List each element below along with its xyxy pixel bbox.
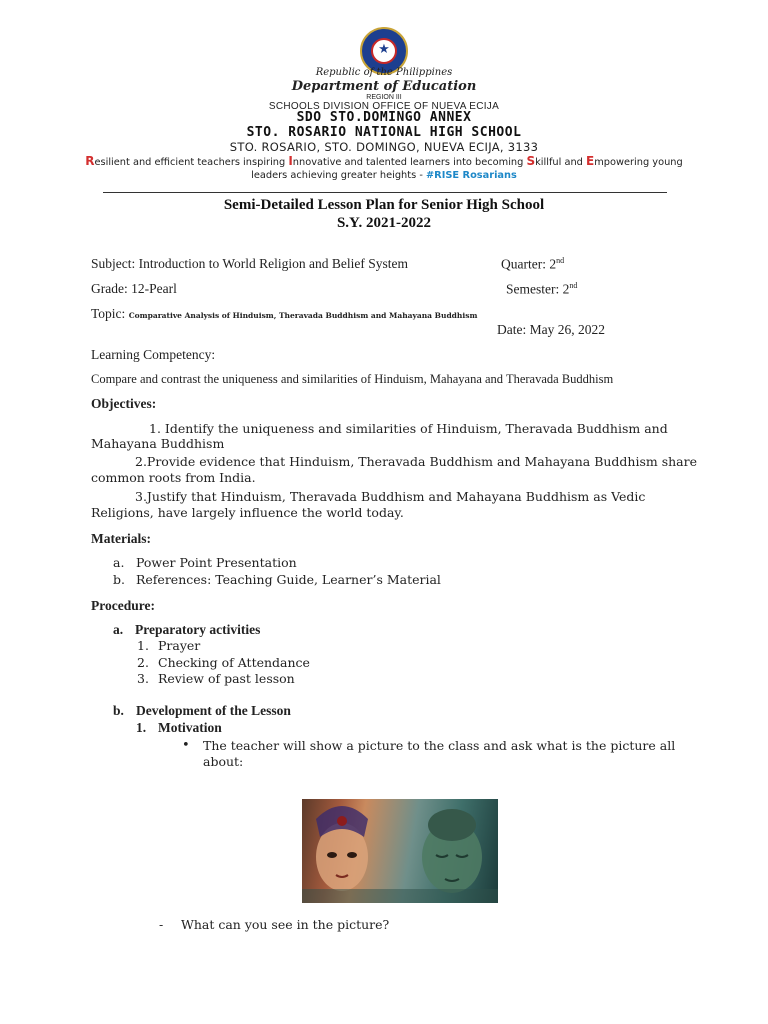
hashtag: #RISE Rosarians	[425, 170, 517, 181]
list-marker: b.	[113, 703, 124, 718]
star-icon: ★	[378, 42, 390, 57]
objective-item: 2.Provide evidence that Hinduism, Theravada Buddhism and Mahayana Buddhism share	[135, 454, 698, 469]
school-motto: Resilient and efficient teachers inspiring Innovative and talented learners into becoming Skillful and Empowering young leaders achieving greater heights - #RISE Rosarians	[85, 154, 683, 181]
division-line: SCHOOLS DIVISION OFFICE OF NUEVA ECIJA	[268, 101, 500, 112]
republic-line: Republic of the Philippines	[315, 67, 453, 78]
motivation-text: The teacher will show a picture to the class and ask what is the picture all	[203, 738, 676, 753]
region-line: REGION III	[366, 94, 402, 101]
list-marker: 1.	[137, 638, 149, 653]
list-marker: 1.	[136, 720, 147, 735]
semester: Semester: 2nd	[506, 281, 578, 297]
department-line: Department of Education	[291, 79, 477, 94]
grade-row: Grade: 12-Pearl	[91, 281, 177, 296]
objective-item: 3.Justify that Hinduism, Theravada Buddhism and Mahayana Buddhism as Vedic	[135, 489, 646, 504]
development-heading: Development of the Lesson	[136, 703, 291, 718]
objectives-heading: Objectives:	[91, 396, 157, 411]
competency-label: Learning Competency:	[91, 347, 216, 362]
objective-item: Mahayana Buddhism	[91, 436, 225, 451]
objective-item: common roots from India.	[91, 470, 256, 485]
topic-row: Topic: Comparative Analysis of Hinduism, Theravada Buddhism and Mahayana Buddhism	[91, 306, 478, 321]
motivation-heading: Motivation	[158, 720, 222, 735]
annex-line: SDO STO.DOMINGO ANNEX	[296, 110, 472, 125]
hindu-buddha-picture	[302, 799, 498, 903]
preparatory-item: Review of past lesson	[158, 671, 295, 686]
grade-value: 12-Pearl	[131, 281, 177, 296]
material-item: References: Teaching Guide, Learner’s Material	[136, 572, 441, 587]
topic-value: Comparative Analysis of Hinduism, Theravada Buddhism and Mahayana Buddhism	[128, 311, 478, 320]
material-item: Power Point Presentation	[136, 555, 297, 570]
list-marker: -	[159, 917, 164, 932]
header-divider	[103, 192, 667, 193]
competency-text: Compare and contrast the uniqueness and similarities of Hinduism, Mahayana and Theravada Buddhism	[91, 372, 614, 386]
list-marker: a.	[113, 622, 124, 637]
materials-heading: Materials:	[91, 531, 151, 546]
procedure-heading: Procedure:	[91, 598, 155, 613]
document-title: Semi-Detailed Lesson Plan for Senior High School S.Y. 2021-2022	[223, 197, 545, 231]
preparatory-item: Checking of Attendance	[158, 655, 310, 670]
list-marker: 2.	[137, 655, 149, 670]
subject-row: Subject: Introduction to World Religion and Belief System	[91, 256, 409, 271]
picture-artwork	[302, 799, 498, 903]
school-address: STO. ROSARIO, STO. DOMINGO, NUEVA ECIJA, 3133	[229, 140, 539, 154]
list-marker: b.	[113, 572, 125, 587]
seal-center	[371, 38, 397, 64]
list-marker: 3.	[137, 671, 149, 686]
bullet-icon: •	[182, 738, 190, 753]
subject-value: Introduction to World Religion and Belief System	[138, 256, 409, 271]
list-marker: a.	[113, 555, 125, 570]
lesson-date: Date: May 26, 2022	[497, 322, 605, 337]
quarter: Quarter: 2nd	[501, 256, 565, 272]
motivation-text: about:	[203, 754, 244, 769]
school-name: STO. ROSARIO NATIONAL HIGH SCHOOL	[246, 125, 522, 140]
preparatory-heading: Preparatory activities	[135, 622, 261, 637]
objective-item: 1. Identify the uniqueness and similarities of Hinduism, Theravada Buddhism and	[149, 421, 668, 436]
preparatory-item: Prayer	[158, 638, 201, 653]
question-text: What can you see in the picture?	[181, 917, 390, 932]
objective-item: Religions, have largely influence the world today.	[91, 505, 404, 520]
